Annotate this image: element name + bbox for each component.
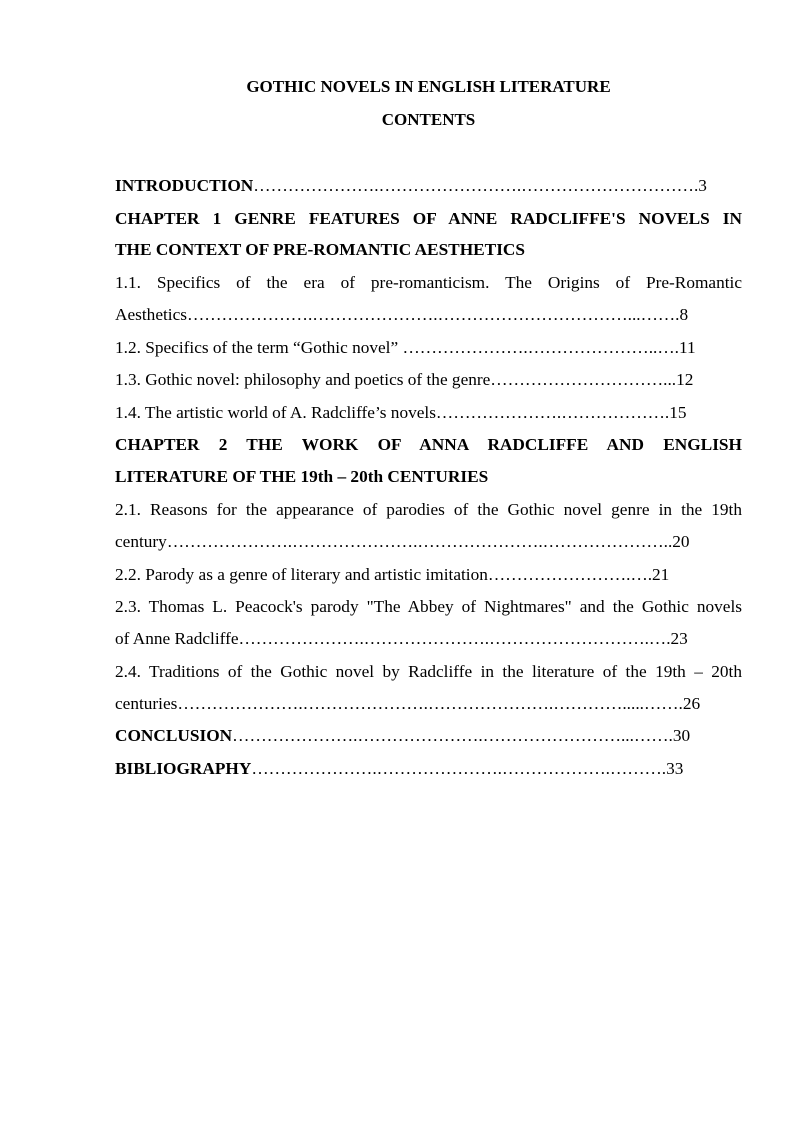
toc-chapter-2-line-2: LITERATURE OF THE 19th – 20th CENTURIES [115, 467, 489, 486]
toc-entry-label: INTRODUCTION [115, 176, 254, 195]
toc-entry-2-1-line-1: 2.1. Reasons for the appearance of parodies of the Gothic novel genre in the 19th [115, 500, 742, 519]
toc-entry-2-4-line-1: 2.4. Traditions of the Gothic novel by Radcliffe in the literature of the 19th – 20th [115, 662, 742, 681]
toc-entry-1-4: 1.4. The artistic world of A. Radcliffe’s novels………………….……………….15 [115, 403, 687, 422]
toc-entry-label: BIBLIOGRAPHY [115, 759, 252, 778]
toc-entry-2-1-line-2: century………………….………………….………………….…………………..20 [115, 532, 690, 551]
toc-entry-leader: ………………….…………………….………………………….3 [253, 176, 707, 195]
toc-entry-2-3-line-2: of Anne Radcliffe………………….………………….……………………….….23 [115, 629, 688, 648]
toc-entry-leader: ………………….………………….……………….……….33 [251, 759, 684, 778]
toc-entry-1-1-line-2: Aesthetics………………….………………….……………………………...…….8 [115, 305, 689, 324]
toc-chapter-1-line-1: CHAPTER 1 GENRE FEATURES OF ANNE RADCLIFFE'S NOVELS IN [115, 209, 742, 228]
toc-entry-1-1-line-1: 1.1. Specifics of the era of pre-romanticism. The Origins of Pre-Romantic [115, 273, 742, 292]
toc-entry-2-3-line-1: 2.3. Thomas L. Peacock's parody "The Abbey of Nightmares" and the Gothic novels [115, 597, 742, 616]
contents-heading: CONTENTS [381, 110, 476, 129]
toc-entry-introduction [115, 176, 742, 196]
toc-entry-1-3: 1.3. Gothic novel: philosophy and poetics of the genre…………………………...12 [115, 370, 694, 389]
document-title: GOTHIC NOVELS IN ENGLISH LITERATURE [246, 77, 611, 96]
toc-chapter-2-line-1: CHAPTER 2 THE WORK OF ANNA RADCLIFFE AND ENGLISH [115, 435, 742, 454]
toc-entry-conclusion [115, 726, 742, 746]
toc-entry-2-4-line-2: centuries………………….………………….………………….………….....…….26 [115, 694, 701, 713]
toc-entry-bibliography [115, 759, 742, 779]
toc-entry-label: CONCLUSION [115, 726, 233, 745]
toc-entry-leader: ………………….………………….……………………...…….30 [232, 726, 691, 745]
toc-chapter-1-line-2: THE CONTEXT OF PRE-ROMANTIC AESTHETICS [115, 240, 526, 259]
toc-entry-2-2: 2.2. Parody as a genre of literary and artistic imitation…………………….….21 [115, 565, 670, 584]
toc-entry-1-2: 1.2. Specifics of the term “Gothic novel” ………………….…………………..….11 [115, 338, 696, 357]
